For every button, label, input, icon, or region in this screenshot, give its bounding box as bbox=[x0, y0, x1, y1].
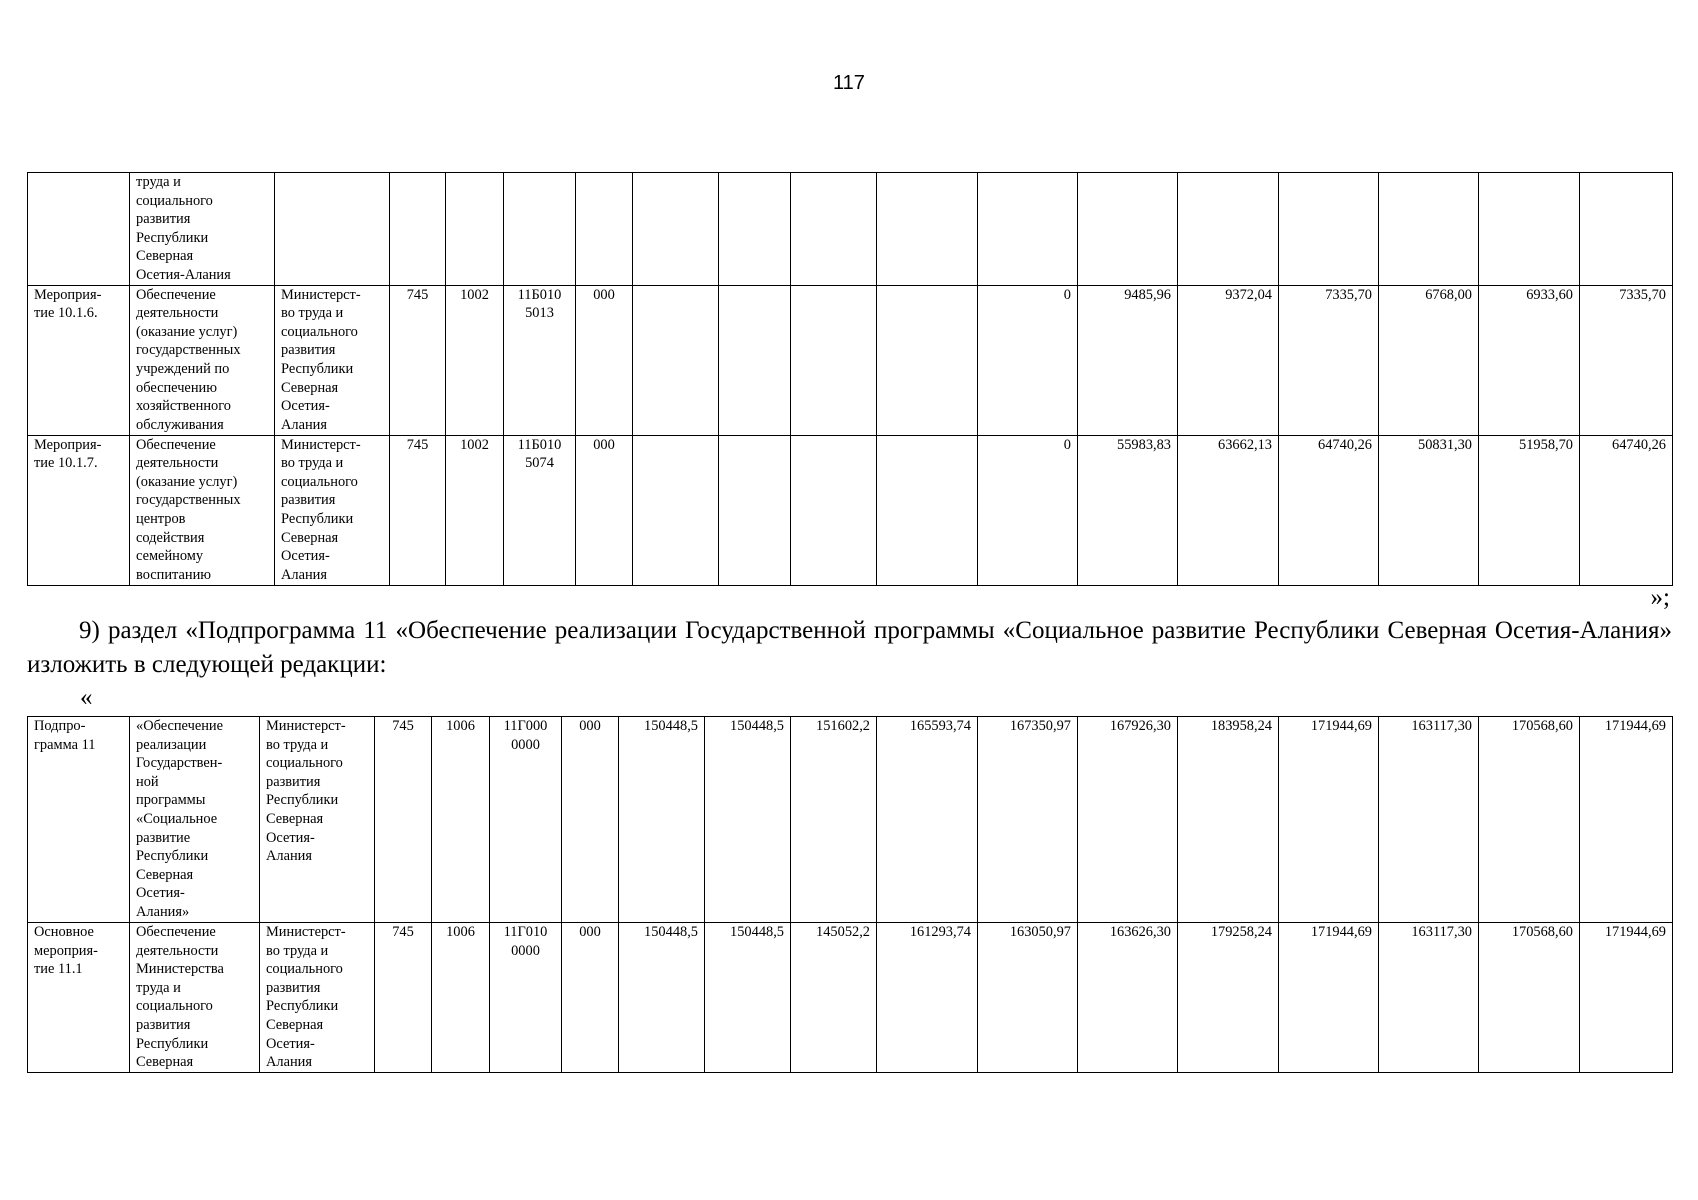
value-cell bbox=[791, 285, 877, 435]
value-cell: 171944,69 bbox=[1580, 717, 1673, 923]
vr-cell: 000 bbox=[576, 435, 633, 585]
value-cell bbox=[1279, 173, 1379, 286]
amendment-paragraph: 9) раздел «Подпрограмма 11 «Обеспечение реализации Государственной программы «Социальное развитие Республики Северная Осетия-Алания» изложить в следующей редакции: bbox=[27, 617, 1672, 678]
opening-quote: « bbox=[80, 684, 93, 711]
row-description-cell: Обеспечение деятельности (оказание услуг) государственных учреждений по обеспечению хозяйственного обслуживания bbox=[130, 285, 275, 435]
value-cell bbox=[719, 173, 791, 286]
value-cell bbox=[719, 285, 791, 435]
vr-cell: 000 bbox=[576, 285, 633, 435]
csr-cell: 11Б010 5013 bbox=[504, 285, 576, 435]
grbs-cell bbox=[390, 173, 446, 286]
value-cell: 171944,69 bbox=[1580, 923, 1673, 1073]
value-cell bbox=[633, 435, 719, 585]
value-cell bbox=[719, 435, 791, 585]
table-row bbox=[28, 717, 1673, 923]
value-cell: 7335,70 bbox=[1279, 285, 1379, 435]
value-cell: 9485,96 bbox=[1078, 285, 1178, 435]
value-cell: 151602,2 bbox=[791, 717, 877, 923]
value-cell: 6768,00 bbox=[1379, 285, 1479, 435]
csr-cell bbox=[504, 173, 576, 286]
value-cell: 161293,74 bbox=[877, 923, 978, 1073]
value-cell: 150448,5 bbox=[705, 717, 791, 923]
grbs-cell: 745 bbox=[375, 717, 432, 923]
value-cell: 55983,83 bbox=[1078, 435, 1178, 585]
value-cell: 179258,24 bbox=[1178, 923, 1279, 1073]
vr-cell: 000 bbox=[562, 717, 619, 923]
value-cell: 163117,30 bbox=[1379, 717, 1479, 923]
rzpr-cell: 1002 bbox=[446, 435, 504, 585]
value-cell: 183958,24 bbox=[1178, 717, 1279, 923]
vr-cell: 000 bbox=[562, 923, 619, 1073]
closing-quote: »; bbox=[1650, 584, 1670, 611]
budget-table-bottom bbox=[27, 716, 1673, 1073]
value-cell bbox=[1479, 173, 1580, 286]
row-responsible-cell: Министерст- во труда и социального развития Республики Северная Осетия- Алания bbox=[275, 285, 390, 435]
value-cell: 64740,26 bbox=[1580, 435, 1673, 585]
value-cell bbox=[791, 435, 877, 585]
row-description-cell: Обеспечение деятельности (оказание услуг) государственных центров содействия семейному воспитанию bbox=[130, 435, 275, 585]
table-row bbox=[28, 923, 1673, 1073]
table-row bbox=[28, 173, 1673, 286]
grbs-cell: 745 bbox=[375, 923, 432, 1073]
value-cell: 51958,70 bbox=[1479, 435, 1580, 585]
value-cell: 6933,60 bbox=[1479, 285, 1580, 435]
row-responsible-cell: Министерст- во труда и социального развития Республики Северная Осетия- Алания bbox=[260, 923, 375, 1073]
value-cell: 63662,13 bbox=[1178, 435, 1279, 585]
value-cell: 171944,69 bbox=[1279, 717, 1379, 923]
value-cell: 167926,30 bbox=[1078, 717, 1178, 923]
row-responsible-cell: Министерст- во труда и социального развития Республики Северная Осетия- Алания bbox=[260, 717, 375, 923]
value-cell: 150448,5 bbox=[619, 923, 705, 1073]
value-cell bbox=[877, 435, 978, 585]
row-description-cell: труда и социального развития Республики Северная Осетия-Алания bbox=[130, 173, 275, 286]
table-row bbox=[28, 435, 1673, 585]
value-cell: 165593,74 bbox=[877, 717, 978, 923]
row-code-cell: Основное мероприя- тие 11.1 bbox=[28, 923, 130, 1073]
csr-cell: 11Г000 0000 bbox=[490, 717, 562, 923]
value-cell bbox=[978, 173, 1078, 286]
value-cell: 170568,60 bbox=[1479, 923, 1580, 1073]
value-cell: 170568,60 bbox=[1479, 717, 1580, 923]
value-cell: 7335,70 bbox=[1580, 285, 1673, 435]
value-cell: 0 bbox=[978, 435, 1078, 585]
table-row bbox=[28, 285, 1673, 435]
value-cell: 163117,30 bbox=[1379, 923, 1479, 1073]
value-cell bbox=[877, 285, 978, 435]
row-code-cell: Мероприя- тие 10.1.7. bbox=[28, 435, 130, 585]
grbs-cell: 745 bbox=[390, 285, 446, 435]
row-description-cell: Обеспечение деятельности Министерства труда и социального развития Республики Северная bbox=[130, 923, 260, 1073]
vr-cell bbox=[576, 173, 633, 286]
rzpr-cell bbox=[446, 173, 504, 286]
value-cell: 50831,30 bbox=[1379, 435, 1479, 585]
csr-cell: 11Г010 0000 bbox=[490, 923, 562, 1073]
value-cell: 150448,5 bbox=[705, 923, 791, 1073]
value-cell: 171944,69 bbox=[1279, 923, 1379, 1073]
value-cell: 64740,26 bbox=[1279, 435, 1379, 585]
value-cell bbox=[1379, 173, 1479, 286]
value-cell: 163050,97 bbox=[978, 923, 1078, 1073]
grbs-cell: 745 bbox=[390, 435, 446, 585]
page-number: 117 bbox=[833, 72, 865, 94]
row-code-cell: Подпро- грамма 11 bbox=[28, 717, 130, 923]
row-description-cell: «Обеспечение реализации Государствен- ной программы «Социальное развитие Республики Северная Осетия- Алания» bbox=[130, 717, 260, 923]
value-cell bbox=[633, 173, 719, 286]
value-cell bbox=[877, 173, 978, 286]
rzpr-cell: 1006 bbox=[432, 717, 490, 923]
row-responsible-cell: Министерст- во труда и социального развития Республики Северная Осетия- Алания bbox=[275, 435, 390, 585]
rzpr-cell: 1006 bbox=[432, 923, 490, 1073]
value-cell: 163626,30 bbox=[1078, 923, 1178, 1073]
rzpr-cell: 1002 bbox=[446, 285, 504, 435]
value-cell bbox=[1178, 173, 1279, 286]
value-cell bbox=[1078, 173, 1178, 286]
csr-cell: 11Б010 5074 bbox=[504, 435, 576, 585]
value-cell bbox=[633, 285, 719, 435]
budget-table-top bbox=[27, 172, 1673, 586]
row-code-cell: Мероприя- тие 10.1.6. bbox=[28, 285, 130, 435]
value-cell: 9372,04 bbox=[1178, 285, 1279, 435]
value-cell: 0 bbox=[978, 285, 1078, 435]
value-cell: 150448,5 bbox=[619, 717, 705, 923]
value-cell: 145052,2 bbox=[791, 923, 877, 1073]
row-code-cell bbox=[28, 173, 130, 286]
value-cell bbox=[791, 173, 877, 286]
value-cell bbox=[1580, 173, 1673, 286]
row-responsible-cell bbox=[275, 173, 390, 286]
value-cell: 167350,97 bbox=[978, 717, 1078, 923]
